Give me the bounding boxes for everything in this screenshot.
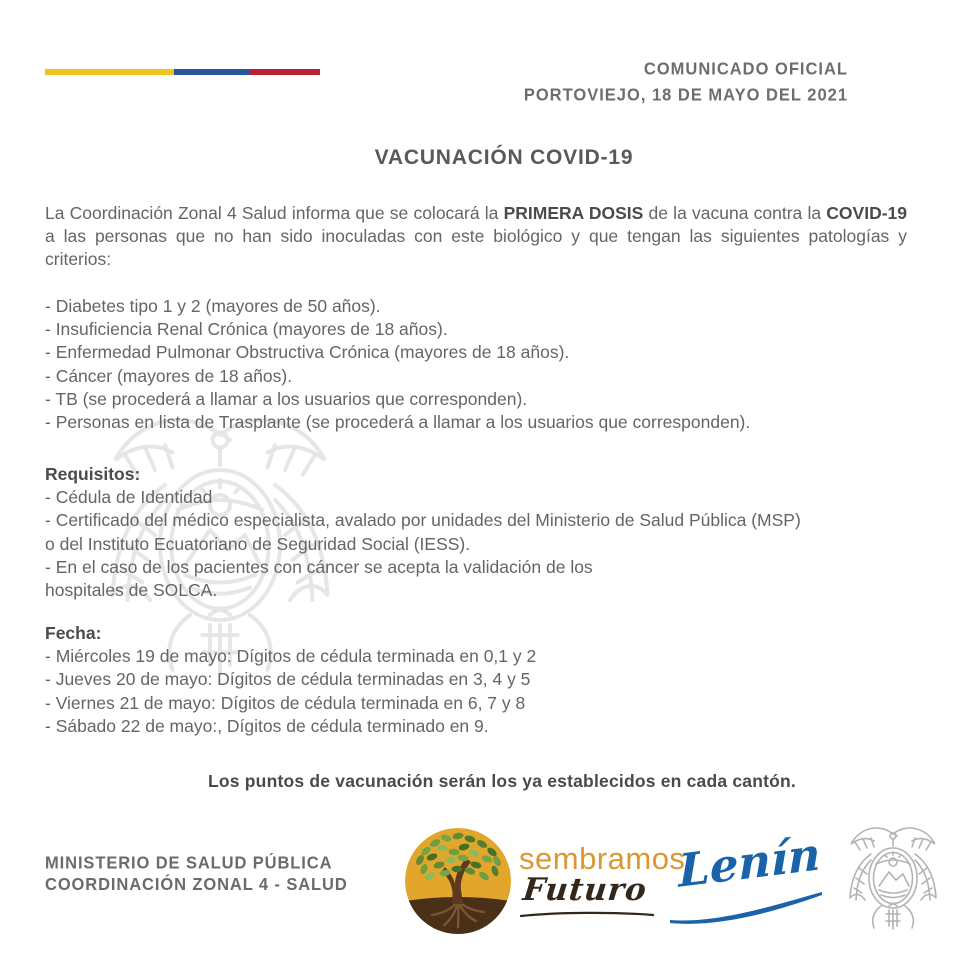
intro-paragraph	[45, 202, 907, 272]
list-item: - Miércoles 19 de mayo: Dígitos de cédula terminada en 0,1 y 2	[45, 646, 537, 667]
ecuador-flag-stripe	[45, 69, 320, 75]
list-item: o del Instituto Ecuatoriano de Seguridad Social (IESS).	[45, 533, 471, 554]
list-item: - Sábado 22 de mayo:, Dígitos de cédula terminado en 9.	[45, 715, 489, 736]
list-item: - En el caso de los pacientes con cáncer se acepta la validación de los	[45, 556, 593, 577]
document-dateline: PORTOVIEJO, 18 DE MAYO DEL 2021	[523, 86, 848, 105]
requisitos-heading: Requisitos:	[45, 464, 141, 484]
ministry-name: MINISTERIO DE SALUD PÚBLICA	[45, 854, 333, 873]
ecuador-coat-of-arms	[843, 820, 943, 938]
page-title: VACUNACIÓN COVID-19	[374, 146, 634, 169]
list-item: - Personas en lista de Trasplante (se procederá a llamar a los usuarios que corresponden).	[45, 412, 751, 433]
document-type-label: COMUNICADO OFICIAL	[643, 60, 848, 79]
requisitos-section	[45, 463, 907, 602]
intro-text-pre: La Coordinación Zonal 4 Salud informa que se colocará la	[45, 203, 504, 223]
list-item: - Diabetes tipo 1 y 2 (mayores de 50 años).	[45, 296, 381, 316]
list-item: - TB (se procederá a llamar a los usuarios que corresponden).	[45, 388, 528, 409]
covid-emphasis: COVID-19	[826, 203, 907, 223]
list-item: - Viernes 21 de mayo: Dígitos de cédula terminada en 6, 7 y 8	[45, 692, 526, 713]
coordination-name: COORDINACIÓN ZONAL 4 - SALUD	[45, 875, 348, 894]
list-item: - Certificado del médico especialista, avalado por unidades del Ministerio de Salud Pública (MSP)	[45, 510, 801, 531]
list-item: - Cáncer (mayores de 18 años).	[45, 365, 293, 386]
list-item: hospitales de SOLCA.	[45, 580, 218, 601]
list-item: - Insuficiencia Renal Crónica (mayores de 18 años).	[45, 319, 448, 340]
primera-dosis-emphasis: PRIMERA DOSIS	[503, 203, 644, 223]
list-item: - Jueves 20 de mayo: Dígitos de cédula terminadas en 3, 4 y 5	[45, 669, 531, 690]
document-header	[524, 57, 848, 109]
list-item: - Cédula de Identidad	[45, 487, 213, 508]
fecha-heading: Fecha:	[45, 623, 102, 643]
ministry-identity	[45, 853, 348, 895]
fecha-section	[45, 622, 907, 738]
lenin-signature: Lenín	[678, 827, 821, 898]
list-item: - Enfermedad Pulmonar Obstructiva Crónica (mayores de 18 años).	[45, 342, 570, 363]
flag-yellow-segment	[45, 69, 174, 75]
intro-text-mid: de la vacuna contra la	[643, 203, 827, 223]
lenin-signature-swoosh	[668, 890, 826, 926]
futuro-underline-stroke	[518, 911, 656, 919]
sembramos-futuro-tree-logo	[404, 827, 512, 935]
campaign-word-futuro: Futuro	[521, 872, 649, 908]
flag-blue-segment	[174, 69, 248, 75]
intro-text-post: a las personas que no han sido inoculadas con este biológico y que tengan las siguientes patologías y criterios:	[45, 226, 907, 270]
tree-icon	[405, 828, 511, 935]
pathologies-list	[45, 295, 907, 434]
closing-note: Los puntos de vacunación serán los ya establecidos en cada cantón.	[208, 771, 796, 791]
campaign-word-sembramos: sembramos	[519, 841, 686, 876]
flag-red-segment	[249, 69, 321, 75]
